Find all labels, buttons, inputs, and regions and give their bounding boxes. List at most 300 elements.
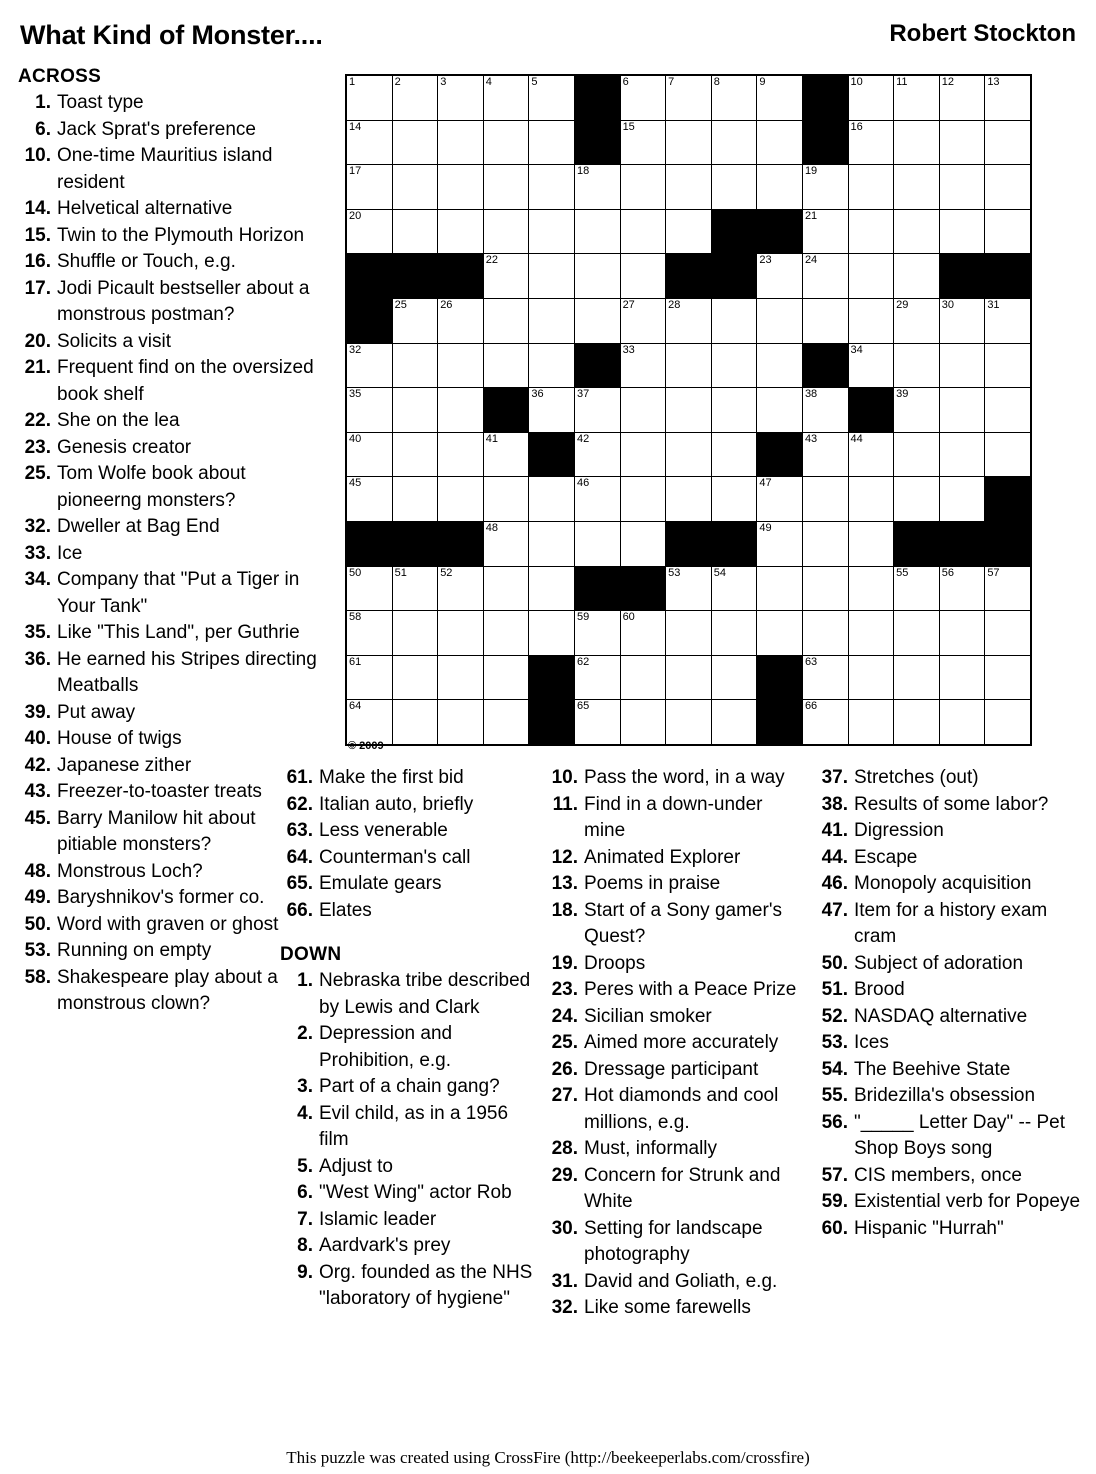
grid-cell[interactable] <box>939 655 985 700</box>
clue-item[interactable] <box>18 779 318 806</box>
grid-cell[interactable] <box>529 611 575 656</box>
grid-cell-number: 13 <box>987 76 1000 88</box>
clue-item[interactable] <box>280 1021 535 1074</box>
grid-cell[interactable] <box>346 700 392 745</box>
clue-text: Results of some labor? <box>854 793 1049 815</box>
clue-text: Make the first bid <box>319 767 464 788</box>
clue-item[interactable] <box>545 792 807 845</box>
grid-cell[interactable] <box>529 298 575 343</box>
clue-item[interactable] <box>18 117 318 144</box>
grid-cell-number: 55 <box>896 566 909 579</box>
clue-item[interactable] <box>545 1163 807 1216</box>
grid-cell[interactable] <box>483 477 529 522</box>
grid-cell[interactable] <box>392 343 438 388</box>
clue-item[interactable] <box>545 1004 807 1031</box>
grid-cell[interactable] <box>574 209 620 254</box>
clue-item[interactable] <box>545 765 807 792</box>
clue-text: Animated Explorer <box>584 846 741 868</box>
grid-cell[interactable] <box>757 165 803 210</box>
grid-cell-number: 6 <box>622 76 629 88</box>
grid-cell[interactable] <box>848 343 894 388</box>
clue-item[interactable] <box>545 871 807 898</box>
grid-cell[interactable] <box>802 611 848 656</box>
grid-cell[interactable] <box>711 343 757 388</box>
grid-cell[interactable] <box>848 432 894 477</box>
grid-block-cell <box>346 254 392 299</box>
grid-cell[interactable] <box>392 75 438 120</box>
grid-cell[interactable] <box>711 700 757 745</box>
clue-item[interactable] <box>815 792 1085 819</box>
grid-cell[interactable] <box>985 209 1031 254</box>
grid-cell[interactable] <box>483 566 529 611</box>
clue-item[interactable] <box>18 647 318 700</box>
clue-item[interactable] <box>18 408 318 435</box>
clue-item[interactable] <box>280 1233 535 1260</box>
clue-item[interactable] <box>18 700 318 727</box>
grid-cell-number: 66 <box>804 700 818 713</box>
grid-cell[interactable] <box>666 75 712 120</box>
clue-item[interactable] <box>280 871 535 898</box>
grid-cell[interactable] <box>985 75 1031 120</box>
grid-cell[interactable] <box>802 700 848 745</box>
clue-item[interactable] <box>18 806 318 859</box>
grid-cell[interactable] <box>438 388 484 433</box>
grid-cell[interactable] <box>346 165 392 210</box>
grid-cell[interactable] <box>438 343 484 388</box>
grid-cell[interactable] <box>483 254 529 299</box>
grid-cell[interactable] <box>802 655 848 700</box>
clue-item[interactable] <box>545 898 807 951</box>
clue-item[interactable] <box>280 1101 535 1154</box>
grid-cell[interactable] <box>620 343 666 388</box>
grid-cell[interactable] <box>757 388 803 433</box>
grid-cell[interactable] <box>574 254 620 299</box>
grid-cell[interactable] <box>620 388 666 433</box>
clue-item[interactable] <box>18 885 318 912</box>
grid-cell[interactable] <box>483 75 529 120</box>
grid-cell[interactable] <box>939 75 985 120</box>
grid-cell[interactable] <box>757 343 803 388</box>
grid-cell[interactable] <box>711 298 757 343</box>
grid-cell[interactable] <box>483 432 529 477</box>
clue-item[interactable] <box>545 1136 807 1163</box>
grid-cell[interactable] <box>939 432 985 477</box>
grid-cell[interactable] <box>620 298 666 343</box>
clue-item[interactable] <box>815 845 1085 872</box>
clue-item[interactable] <box>280 898 535 925</box>
grid-cell-number: 62 <box>576 655 590 668</box>
grid-cell[interactable] <box>711 120 757 165</box>
clue-item[interactable] <box>280 1074 535 1101</box>
grid-cell[interactable] <box>666 655 712 700</box>
grid-cell[interactable] <box>894 209 940 254</box>
grid-cell[interactable] <box>802 165 848 210</box>
grid-cell[interactable] <box>438 566 484 611</box>
grid-cell[interactable] <box>939 566 985 611</box>
clue-item[interactable] <box>815 1189 1085 1216</box>
grid-cell[interactable] <box>574 655 620 700</box>
clue-text: Dressage participant <box>584 1058 759 1080</box>
grid-cell[interactable] <box>392 477 438 522</box>
grid-cell[interactable] <box>985 343 1031 388</box>
grid-cell[interactable] <box>985 165 1031 210</box>
clue-item[interactable] <box>545 1216 807 1269</box>
grid-cell[interactable] <box>483 655 529 700</box>
grid-cell[interactable] <box>757 75 803 120</box>
grid-cell[interactable] <box>620 254 666 299</box>
grid-cell[interactable] <box>529 521 575 566</box>
grid-cell[interactable] <box>802 298 848 343</box>
clue-item[interactable] <box>280 845 535 872</box>
grid-cell[interactable] <box>894 343 940 388</box>
grid-cell[interactable] <box>438 165 484 210</box>
clue-item[interactable] <box>815 1163 1085 1190</box>
clue-column-4 <box>815 765 1085 1242</box>
clue-item[interactable] <box>815 1110 1085 1163</box>
grid-cell[interactable] <box>985 432 1031 477</box>
clue-text: Evil child, as in a 1956 film <box>319 1102 509 1150</box>
grid-cell-number: 54 <box>713 566 726 579</box>
grid-cell[interactable] <box>894 477 940 522</box>
clue-item[interactable] <box>18 859 318 886</box>
grid-cell[interactable] <box>848 165 894 210</box>
clue-text: Barry Manilow hit about pitiable monsters? <box>57 807 256 855</box>
grid-cell[interactable] <box>346 209 392 254</box>
clue-item[interactable] <box>815 898 1085 951</box>
clue-item[interactable] <box>815 951 1085 978</box>
grid-cell[interactable] <box>392 655 438 700</box>
clue-item[interactable] <box>18 514 318 541</box>
grid-cell[interactable] <box>529 165 575 210</box>
clue-item[interactable] <box>815 1216 1085 1243</box>
clue-item[interactable] <box>18 541 318 568</box>
grid-cell[interactable] <box>438 477 484 522</box>
grid-cell-number: 26 <box>440 298 453 311</box>
clue-item[interactable] <box>815 1083 1085 1110</box>
grid-cell[interactable] <box>529 388 575 433</box>
grid-cell-number: 52 <box>440 566 453 579</box>
grid-cell[interactable] <box>392 298 438 343</box>
grid-cell[interactable] <box>483 120 529 165</box>
grid-cell[interactable] <box>392 566 438 611</box>
grid-cell[interactable] <box>529 75 575 120</box>
grid-cell-number: 37 <box>576 388 590 401</box>
grid-cell[interactable] <box>346 477 392 522</box>
grid-cell[interactable] <box>574 477 620 522</box>
grid-cell[interactable] <box>529 120 575 165</box>
grid-cell[interactable] <box>894 75 940 120</box>
grid-cell[interactable] <box>894 388 940 433</box>
clue-item[interactable] <box>545 845 807 872</box>
clue-text: Emulate gears <box>319 873 442 894</box>
grid-cell[interactable] <box>666 120 712 165</box>
grid-cell[interactable] <box>802 388 848 433</box>
grid-cell[interactable] <box>666 700 712 745</box>
grid-cell[interactable] <box>757 298 803 343</box>
grid-cell[interactable] <box>711 165 757 210</box>
clue-item[interactable] <box>18 726 318 753</box>
grid-cell[interactable] <box>346 611 392 656</box>
grid-cell[interactable] <box>894 298 940 343</box>
clue-text: Dweller at Bag End <box>57 516 220 537</box>
grid-cell[interactable] <box>848 120 894 165</box>
clue-text: Start of a Sony gamer's Quest? <box>584 899 782 947</box>
grid-cell[interactable] <box>848 75 894 120</box>
grid-cell[interactable] <box>392 209 438 254</box>
grid-cell[interactable] <box>620 75 666 120</box>
grid-cell[interactable] <box>711 75 757 120</box>
clue-item[interactable] <box>18 938 318 965</box>
clue-item[interactable] <box>18 355 318 408</box>
clue-text: Shakespeare play about a monstrous clown? <box>57 966 278 1014</box>
grid-cell[interactable] <box>894 254 940 299</box>
grid-cell[interactable] <box>483 611 529 656</box>
grid-block-cell <box>574 120 620 165</box>
clue-item[interactable] <box>545 951 807 978</box>
copyright-notice: © 2009 <box>348 740 384 752</box>
grid-cell[interactable] <box>438 700 484 745</box>
grid-cell[interactable] <box>483 521 529 566</box>
grid-cell[interactable] <box>574 165 620 210</box>
clue-item[interactable] <box>18 143 318 196</box>
grid-cell[interactable] <box>985 611 1031 656</box>
clue-item[interactable] <box>18 965 318 1018</box>
grid-cell[interactable] <box>939 343 985 388</box>
grid-cell[interactable] <box>985 388 1031 433</box>
clue-item[interactable] <box>280 792 535 819</box>
grid-cell[interactable] <box>438 75 484 120</box>
grid-cell[interactable] <box>346 343 392 388</box>
grid-cell[interactable] <box>574 611 620 656</box>
grid-cell[interactable] <box>529 254 575 299</box>
grid-cell[interactable] <box>346 388 392 433</box>
clue-item[interactable] <box>280 968 535 1021</box>
grid-cell[interactable] <box>894 165 940 210</box>
grid-cell[interactable] <box>894 611 940 656</box>
grid-cell[interactable] <box>666 165 712 210</box>
clue-item[interactable] <box>545 1269 807 1296</box>
clue-item[interactable] <box>18 90 318 117</box>
grid-cell[interactable] <box>574 700 620 745</box>
grid-cell[interactable] <box>711 388 757 433</box>
grid-cell[interactable] <box>939 700 985 745</box>
clue-item[interactable] <box>815 1004 1085 1031</box>
grid-cell[interactable] <box>483 700 529 745</box>
grid-cell[interactable] <box>346 75 392 120</box>
grid-cell[interactable] <box>438 298 484 343</box>
grid-cell[interactable] <box>985 120 1031 165</box>
clue-item[interactable] <box>815 765 1085 792</box>
grid-cell[interactable] <box>574 432 620 477</box>
grid-cell[interactable] <box>711 566 757 611</box>
clue-item[interactable] <box>280 818 535 845</box>
grid-cell[interactable] <box>574 388 620 433</box>
grid-cell[interactable] <box>757 611 803 656</box>
grid-cell[interactable] <box>939 165 985 210</box>
grid-cell[interactable] <box>894 655 940 700</box>
clue-item[interactable] <box>18 912 318 939</box>
grid-cell[interactable] <box>574 521 620 566</box>
grid-cell[interactable] <box>620 611 666 656</box>
clue-item[interactable] <box>545 1295 807 1322</box>
grid-cell[interactable] <box>620 521 666 566</box>
grid-cell[interactable] <box>939 298 985 343</box>
grid-cell[interactable] <box>620 477 666 522</box>
grid-cell[interactable] <box>620 120 666 165</box>
clue-item[interactable] <box>280 1180 535 1207</box>
clue-number: 7. <box>297 1208 313 1230</box>
grid-cell-number: 29 <box>896 298 909 311</box>
grid-cell[interactable] <box>483 165 529 210</box>
crossword-grid[interactable] <box>345 74 1032 746</box>
grid-cell[interactable] <box>711 655 757 700</box>
grid-cell[interactable] <box>939 611 985 656</box>
grid-cell[interactable] <box>392 388 438 433</box>
clue-number: 34. <box>24 569 51 590</box>
grid-cell[interactable] <box>620 700 666 745</box>
clue-item[interactable] <box>18 276 318 329</box>
clue-item[interactable] <box>18 196 318 223</box>
grid-cell[interactable] <box>848 700 894 745</box>
grid-cell[interactable] <box>894 120 940 165</box>
grid-cell-number: 48 <box>485 521 499 534</box>
grid-cell[interactable] <box>666 298 712 343</box>
grid-cell[interactable] <box>848 655 894 700</box>
grid-cell[interactable] <box>711 432 757 477</box>
grid-cell[interactable] <box>985 298 1031 343</box>
grid-cell[interactable] <box>529 209 575 254</box>
clue-text: Baryshnikov's former co. <box>57 887 265 908</box>
grid-cell[interactable] <box>620 209 666 254</box>
grid-cell-number: 24 <box>804 254 818 267</box>
clue-item[interactable] <box>18 753 318 780</box>
clue-number: 1. <box>35 92 51 113</box>
grid-cell[interactable] <box>620 655 666 700</box>
clue-item[interactable] <box>815 871 1085 898</box>
clue-item[interactable] <box>18 329 318 356</box>
grid-cell[interactable] <box>939 209 985 254</box>
grid-cell[interactable] <box>666 209 712 254</box>
clue-item[interactable] <box>280 1154 535 1181</box>
grid-cell[interactable] <box>666 432 712 477</box>
clue-item[interactable] <box>545 1057 807 1084</box>
clue-text: Bridezilla's obsession <box>854 1085 1036 1106</box>
grid-cell[interactable] <box>894 566 940 611</box>
grid-cell[interactable] <box>392 120 438 165</box>
grid-cell[interactable] <box>757 477 803 522</box>
grid-cell[interactable] <box>620 165 666 210</box>
grid-cell[interactable] <box>985 700 1031 745</box>
grid-cell-number: 30 <box>941 298 954 311</box>
clue-item[interactable] <box>18 461 318 514</box>
grid-cell[interactable] <box>346 432 392 477</box>
grid-cell[interactable] <box>666 343 712 388</box>
grid-cell[interactable] <box>894 700 940 745</box>
grid-cell[interactable] <box>483 209 529 254</box>
clue-item[interactable] <box>18 223 318 250</box>
grid-cell[interactable] <box>392 432 438 477</box>
grid-cell[interactable] <box>802 477 848 522</box>
grid-cell[interactable] <box>392 611 438 656</box>
grid-cell[interactable] <box>620 432 666 477</box>
clue-item[interactable] <box>545 1083 807 1136</box>
grid-cell[interactable] <box>666 611 712 656</box>
grid-row <box>346 432 1031 477</box>
grid-cell[interactable] <box>529 343 575 388</box>
grid-cell[interactable] <box>848 298 894 343</box>
grid-cell[interactable] <box>757 254 803 299</box>
grid-cell[interactable] <box>666 477 712 522</box>
grid-cell[interactable] <box>438 655 484 700</box>
grid-cell[interactable] <box>848 611 894 656</box>
grid-cell[interactable] <box>894 432 940 477</box>
grid-cell[interactable] <box>848 566 894 611</box>
grid-cell[interactable] <box>848 209 894 254</box>
grid-cell[interactable] <box>848 521 894 566</box>
grid-cell[interactable] <box>802 432 848 477</box>
grid-cell[interactable] <box>802 566 848 611</box>
grid-table[interactable] <box>345 74 1032 746</box>
grid-cell[interactable] <box>438 432 484 477</box>
grid-cell[interactable] <box>666 566 712 611</box>
grid-cell[interactable] <box>392 700 438 745</box>
grid-cell[interactable] <box>802 521 848 566</box>
clue-item[interactable] <box>545 1030 807 1057</box>
grid-cell[interactable] <box>985 655 1031 700</box>
clue-item[interactable] <box>815 977 1085 1004</box>
clue-item[interactable] <box>545 977 807 1004</box>
grid-cell[interactable] <box>483 298 529 343</box>
clue-item[interactable] <box>18 620 318 647</box>
grid-cell[interactable] <box>757 566 803 611</box>
grid-cell[interactable] <box>529 566 575 611</box>
clue-item[interactable] <box>18 249 318 276</box>
clue-item[interactable] <box>815 1030 1085 1057</box>
clue-item[interactable] <box>815 818 1085 845</box>
grid-cell[interactable] <box>757 120 803 165</box>
grid-cell[interactable] <box>483 343 529 388</box>
grid-cell[interactable] <box>939 388 985 433</box>
grid-cell[interactable] <box>939 477 985 522</box>
grid-cell[interactable] <box>346 566 392 611</box>
grid-cell[interactable] <box>392 165 438 210</box>
grid-cell[interactable] <box>802 209 848 254</box>
clue-item[interactable] <box>18 435 318 462</box>
clue-item[interactable] <box>815 1057 1085 1084</box>
grid-cell[interactable] <box>666 388 712 433</box>
grid-cell[interactable] <box>529 477 575 522</box>
grid-cell[interactable] <box>802 254 848 299</box>
clue-item[interactable] <box>18 567 318 620</box>
grid-cell[interactable] <box>346 120 392 165</box>
clue-item[interactable] <box>280 765 535 792</box>
grid-cell[interactable] <box>848 254 894 299</box>
grid-cell[interactable] <box>757 521 803 566</box>
grid-cell[interactable] <box>711 477 757 522</box>
grid-cell[interactable] <box>438 209 484 254</box>
grid-cell[interactable] <box>939 120 985 165</box>
grid-cell[interactable] <box>438 611 484 656</box>
grid-cell[interactable] <box>346 655 392 700</box>
clue-item[interactable] <box>280 1207 535 1234</box>
grid-cell[interactable] <box>848 477 894 522</box>
grid-cell[interactable] <box>574 298 620 343</box>
grid-cell[interactable] <box>438 120 484 165</box>
clue-text: "_____ Letter Day" -- Pet Shop Boys song <box>854 1111 1065 1159</box>
clue-item[interactable] <box>280 1260 535 1313</box>
grid-cell[interactable] <box>985 566 1031 611</box>
grid-cell[interactable] <box>711 611 757 656</box>
